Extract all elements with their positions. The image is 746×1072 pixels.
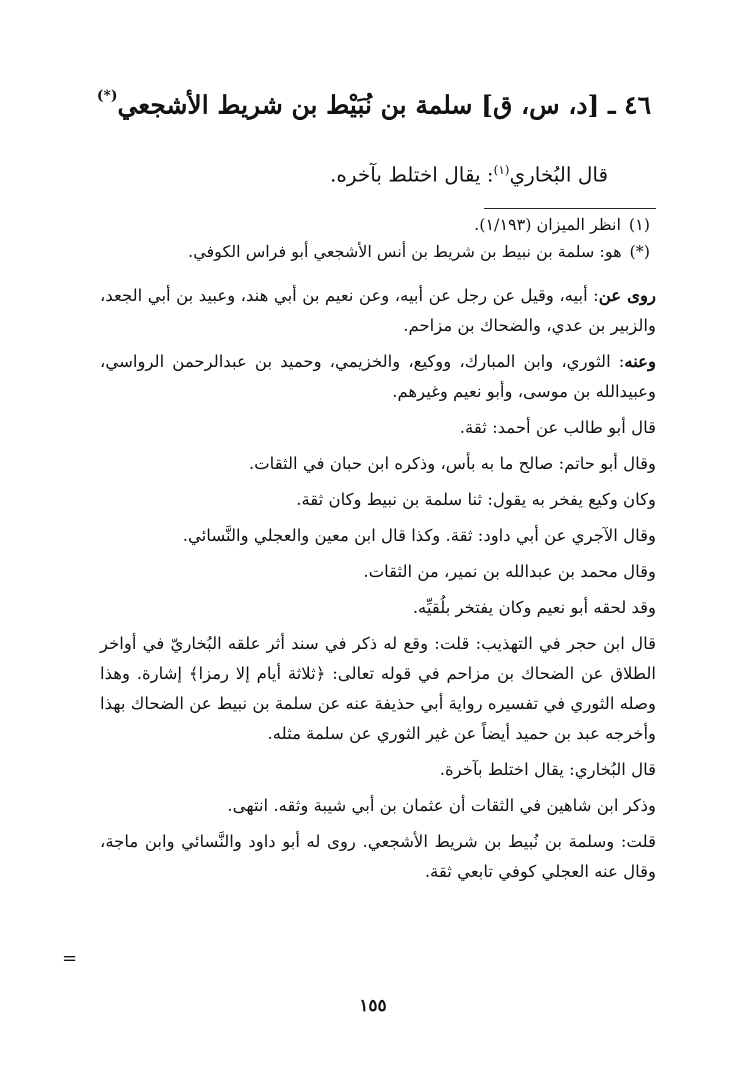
paragraph-text: : أبيه، وقيل عن رجل عن أبيه، وعن نعيم بن أبي هند، وعبيد بن أبي الجعد، والزبير بن عدي، والضحاك بن مزاحم. — [100, 286, 656, 335]
continuation-mark: = — [62, 948, 78, 969]
lead-text: قال البُخاري — [509, 162, 608, 187]
footnote — [90, 211, 650, 238]
entry-name: سلمة بن نُبَيْط بن شريط الأشجعي — [117, 90, 473, 120]
paragraph-label: روى عن — [598, 286, 656, 305]
footnote-separator — [484, 208, 656, 209]
paragraph-narrators-to — [100, 347, 656, 407]
footnote-text: هو: سلمة بن نبيط بن شريط بن أنس الأشجعي أبو فراس الكوفي. — [188, 242, 622, 261]
lead-statement — [88, 150, 608, 195]
paragraph: وكان وكيع يفخر به يقول: ثنا سلمة بن نبيط وكان ثقة. — [296, 490, 656, 509]
paragraph: قال البُخاري: يقال اختلط بآخرة. — [439, 760, 656, 779]
page-number: ١٥٥ — [359, 996, 387, 1016]
paragraph-narrators-from — [100, 281, 656, 341]
entry-number: ٤٦ ـ — [608, 90, 651, 120]
lead-footnote-ref: (١) — [493, 163, 510, 177]
biography-text — [100, 281, 656, 893]
entry-codes: [د، س، ق] — [481, 90, 600, 120]
footnote — [90, 238, 650, 265]
paragraph: وقال محمد بن عبدالله بن نمير، من الثقات. — [363, 562, 656, 581]
paragraph-label: وعنه — [624, 352, 656, 371]
entry-heading — [91, 76, 651, 129]
footnote-mark: (١) — [628, 215, 650, 234]
entry-footnote-mark: (*) — [96, 88, 118, 104]
paragraph: قال أبو طالب عن أحمد: ثقة. — [459, 418, 656, 437]
lead-rest: : يقال اختلط بآخره. — [330, 162, 494, 187]
footnotes — [90, 211, 650, 265]
footnote-mark: (*) — [629, 242, 650, 261]
paragraph: قال ابن حجر في التهذيب: قلت: وقع له ذكر في سند أثر علقه البُخاريّ في أواخر الطلاق عن الضحاك بن مزاحم في قوله تعالى: ﴿ثلاثة أيام إلا رمزا﴾ إشارة. وهذا وصله الثوري في تفسيره رواية أبي حذيفة عنه عن سلمة بن نبيط عن الضحاك بهذا وأخرجه عبد بن حميد أيضاً عن غير الثوري عن سلمة مثله. — [100, 634, 656, 743]
paragraph: وذكر ابن شاهين في الثقات أن عثمان بن أبي شيبة وثقه. انتهى. — [227, 796, 656, 815]
paragraph: وقال أبو حاتم: صالح ما به بأس، وذكره ابن حبان في الثقات. — [248, 454, 656, 473]
paragraph-text: : الثوري، وابن المبارك، ووكيع، والخزيمي، وحميد بن عبدالرحمن الرواسي، وعبيدالله بن موسى، وأبو نعيم وغيرهم. — [100, 352, 656, 401]
paragraph: قلت: وسلمة بن نُبيط بن شريط الأشجعي. روى له أبو داود والنَّسائي وابن ماجة، وقال عنه العجلي كوفي تابعي ثقة. — [100, 832, 656, 881]
footnote-text: انظر الميزان (١/١٩٣). — [474, 215, 621, 234]
paragraph: وقال الآجري عن أبي داود: ثقة. وكذا قال ابن معين والعجلي والنَّسائي. — [182, 526, 656, 545]
paragraph: وقد لحقه أبو نعيم وكان يفتخر بلُقيِّه. — [412, 598, 656, 617]
